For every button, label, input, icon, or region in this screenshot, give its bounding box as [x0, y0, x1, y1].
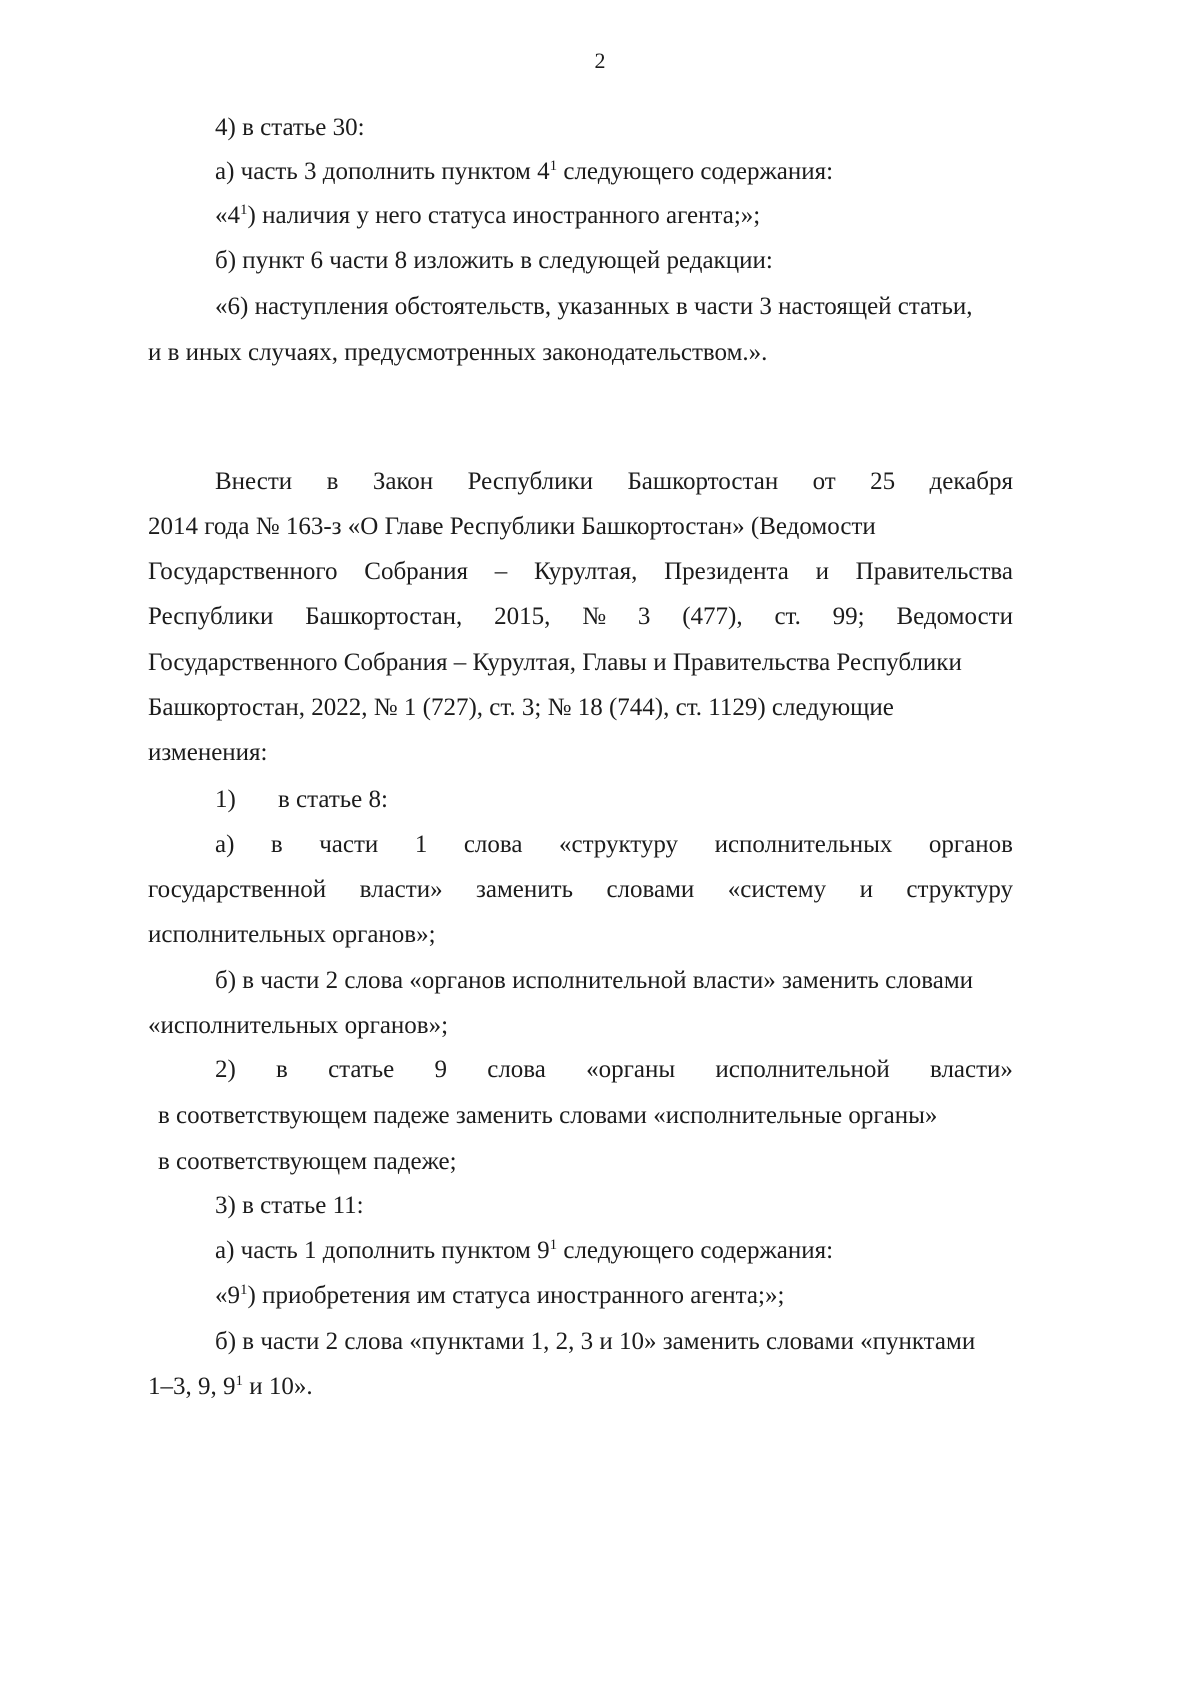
paragraph-line: Внести в Закон Республики Башкортостан от 25 декабря [215, 468, 1013, 495]
paragraph-line: Башкортостан, 2022, № 1 (727), ст. 3; № 18 (744), ст. 1129) следующие [148, 694, 894, 721]
paragraph-line: а) в части 1 слова «структуру исполнительных органов [215, 831, 1013, 858]
paragraph-line: Республики Башкортостан, 2015, № 3 (477), ст. 99; Ведомости [148, 603, 1013, 630]
item-b-point-6: б) пункт 6 части 8 изложить в следующей редакции: [215, 247, 773, 274]
point-6-text-line-1: «6) наступления обстоятельств, указанных в части 3 настоящей статьи, [215, 293, 973, 320]
item-number: 1) [215, 786, 236, 813]
point-9-1-text: «$9^1$) приобретения им статуса иностранного агента;»; [215, 1282, 785, 1309]
item-a-part-1: а) часть 1 дополнить пунктом $9^1$ следующего содержания: [215, 1237, 834, 1264]
paragraph-line: государственной власти» заменить словами «систему и структуру [148, 876, 1013, 903]
page-number: 2 [594, 48, 606, 73]
point-6-text-line-2: и в иных случаях, предусмотренных законодательством.». [148, 339, 768, 366]
paragraph-line: Государственного Собрания – Курултая, Главы и Правительства Республики [148, 649, 962, 676]
paragraph-line: 2) в статье 9 слова «органы исполнительной власти» [215, 1056, 1013, 1083]
paragraph-line: «исполнительных органов»; [148, 1012, 449, 1039]
point-4-1-text: «$4^1$) наличия у него статуса иностранного агента;»; [215, 202, 761, 229]
paragraph-line: б) в части 2 слова «пунктами 1, 2, 3 и 10» заменить словами «пунктами [215, 1328, 976, 1355]
paragraph-line: изменения: [148, 739, 268, 766]
paragraph-line: в соответствующем падеже; [158, 1148, 457, 1175]
paragraph-line: в соответствующем падеже заменить словами «исполнительные органы» [158, 1102, 938, 1129]
paragraph-line: 1–3, 9, $9^1$ и 10». [148, 1373, 313, 1400]
item-1-article-8: в статье 8: [278, 786, 388, 813]
paragraph-line: б) в части 2 слова «органов исполнительной власти» заменить словами [215, 967, 974, 994]
item-a-part-3: а) часть 3 дополнить пунктом $4^1$ следующего содержания: [215, 158, 834, 185]
paragraph-line: Государственного Собрания – Курултая, Президента и Правительства [148, 558, 1013, 585]
paragraph-line: 2014 года № 163-з «О Главе Республики Башкортостан» (Ведомости [148, 513, 876, 540]
paragraph-line: исполнительных органов»; [148, 921, 436, 948]
item-3-article-11: 3) в статье 11: [215, 1192, 364, 1219]
item-4-article-30: 4) в статье 30: [215, 114, 365, 141]
